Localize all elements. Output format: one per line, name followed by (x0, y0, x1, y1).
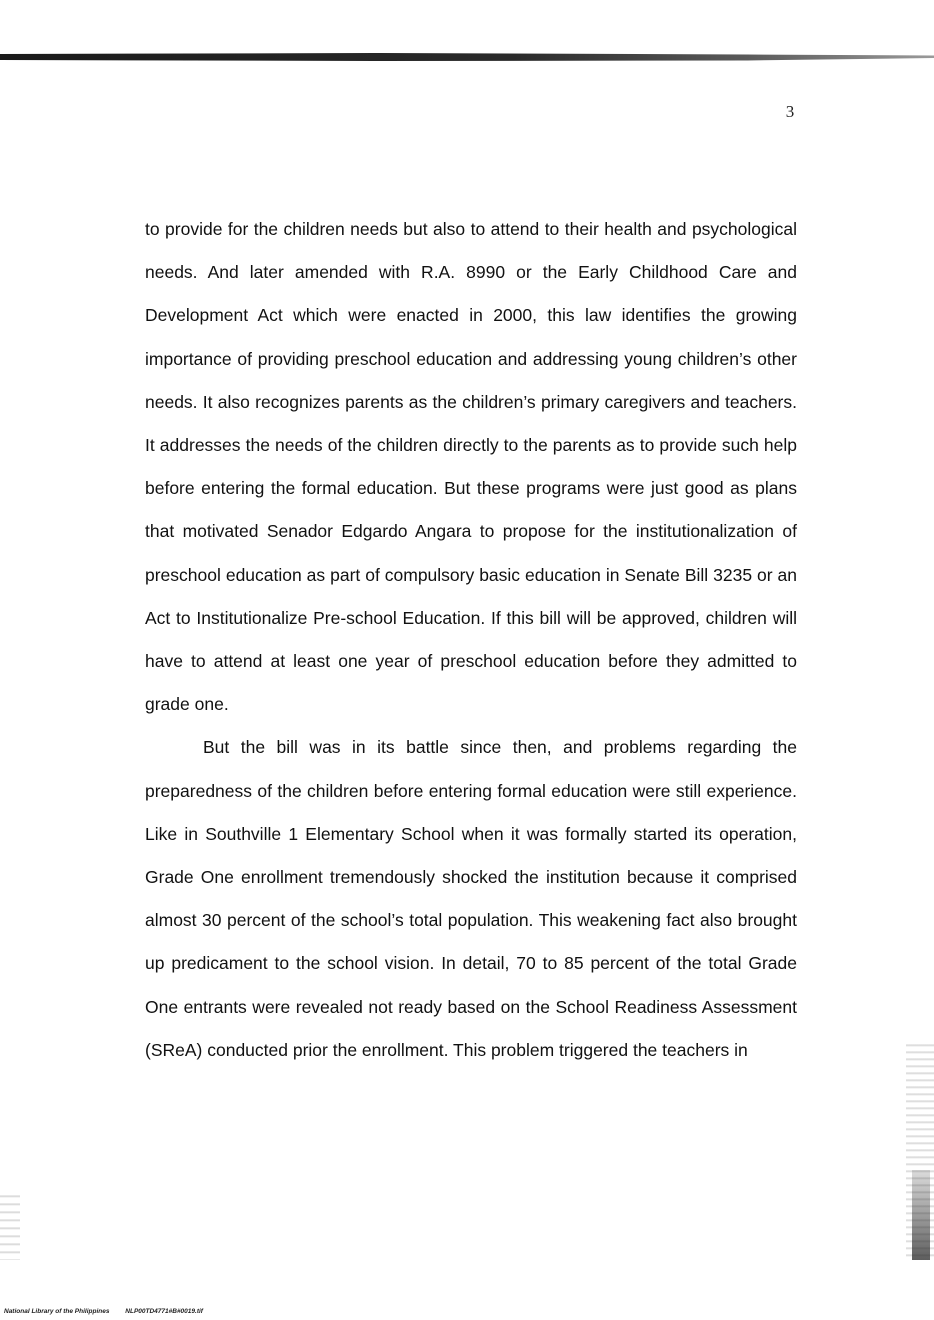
paragraph-1: to provide for the children needs but also to attend to their health and psychological needs. And later amended with R.A. 8990 or the Early Childhood Care and Development Act which were enacted in 2000, this law identifies the growing importance of providing preschool education and addressing young children’s other needs. It also recognizes parents as the children’s primary caregivers and teachers. It addresses the needs of the children directly to the parents as to provide such help before entering the formal education. But these programs were just good as plans that motivated Senador Edgardo Angara to propose for the institutionalization of preschool education as part of compulsory basic education in Senate Bill 3235 or an Act to Institutionalize Pre-school Education. If this bill will be approved, children will have to attend at least one year of preschool education before they admitted to grade one. (145, 219, 797, 715)
document-body (145, 208, 797, 1072)
scan-top-edge (0, 52, 934, 62)
paragraph-2: But the bill was in its battle since then, and problems regarding the preparedness of the children before entering formal education were still experience. Like in Southville 1 Elementary School when it was formally started its operation, Grade One enrollment tremendously shocked the institution because it comprised almost 30 percent of the school’s total population. This weakening fact also brought up predicament to the school vision. In detail, 70 to 85 percent of the total Grade One entrants were revealed not ready based on the School Readiness Assessment (SReA) conducted prior the enrollment. This problem triggered the teachers in (145, 737, 797, 1060)
scan-noise-left (0, 1190, 20, 1260)
scan-footer (4, 1308, 203, 1315)
footer-file-id: NLP00TD4771#B#0019.tif (125, 1308, 203, 1315)
page-number: 3 (785, 102, 795, 121)
footer-library: National Library of the Philippines (4, 1308, 110, 1315)
scan-shadow-right (912, 1170, 930, 1260)
